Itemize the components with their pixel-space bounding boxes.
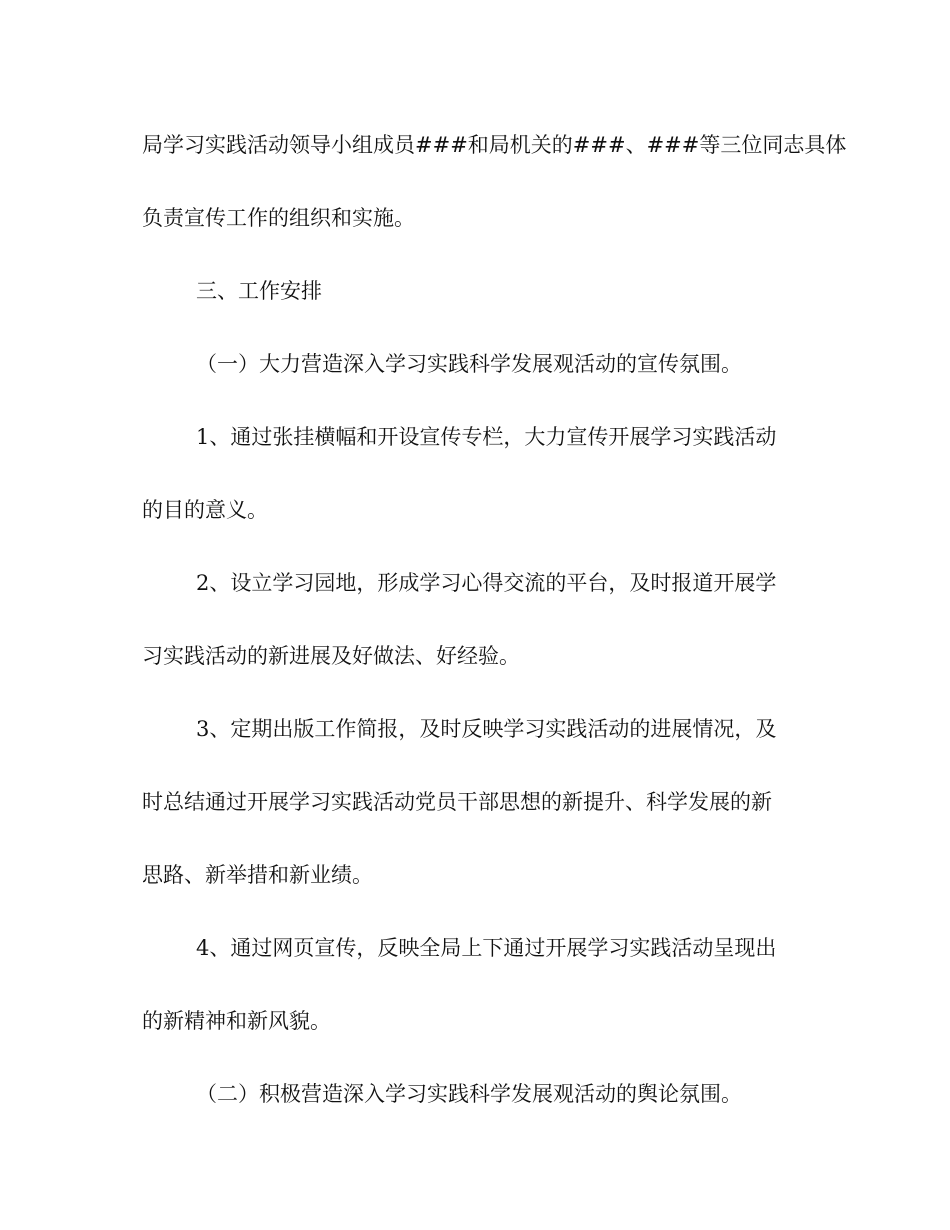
subsection-heading: （二）积极营造深入学习实践科学发展观活动的舆论氛围。: [196, 1082, 742, 1106]
section-heading: 三、工作安排: [196, 279, 322, 303]
text-line: 习实践活动的新进展及好做法、好经验。: [142, 644, 520, 668]
text-line: 4、通过网页宣传，反映全局上下通过开展学习实践活动呈现出: [196, 936, 777, 960]
text-line: 思路、新举措和新业绩。: [142, 863, 373, 887]
text-line: 局学习实践活动领导小组成员###和局机关的###、###等三位同志具体: [142, 133, 847, 157]
text-line: 负责宣传工作的组织和实施。: [142, 206, 415, 230]
text-line: 2、设立学习园地，形成学习心得交流的平台，及时报道开展学: [196, 571, 777, 595]
text-line: 时总结通过开展学习实践活动党员干部思想的新提升、科学发展的新: [142, 790, 772, 814]
text-line: 的新精神和新风貌。: [142, 1009, 331, 1033]
text-line: 的目的意义。: [142, 498, 268, 522]
text-line: 1、通过张挂横幅和开设宣传专栏，大力宣传开展学习实践活动: [196, 425, 777, 449]
subsection-heading: （一）大力营造深入学习实践科学发展观活动的宣传氛围。: [196, 352, 742, 376]
text-line: 3、定期出版工作简报，及时反映学习实践活动的进展情况，及: [196, 717, 777, 741]
